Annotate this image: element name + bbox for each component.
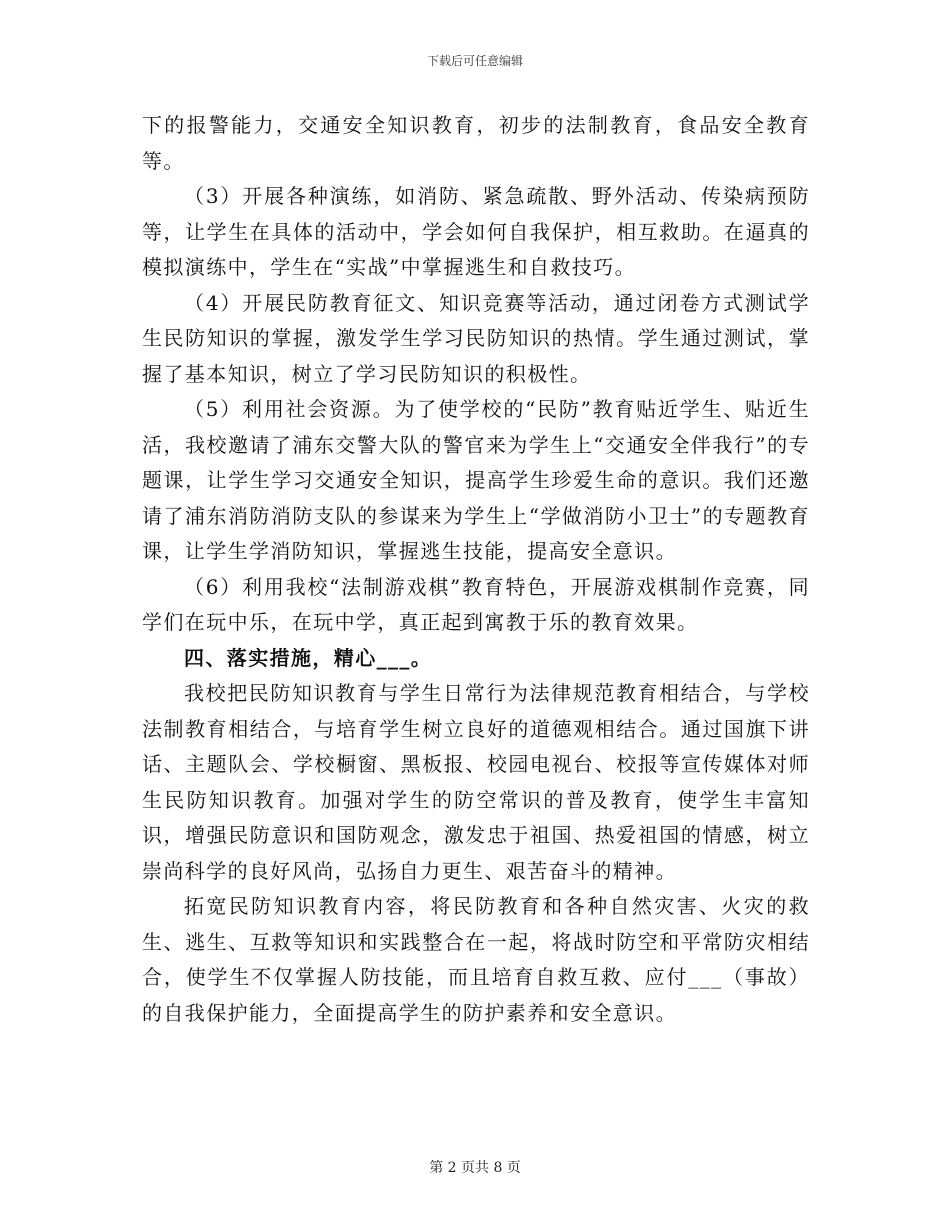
paragraph-essay-contest: （4）开展民防教育征文、知识竞赛等活动，通过闭卷方式测试学生民防知识的掌握，激发学生学习民防知识的热情。学生通过测试，掌握了基本知识，树立了学习民防知识的积极性。 — [142, 290, 810, 386]
paragraph-social-resources: （5）利用社会资源。为了使学校的“民防”教育贴近学生、贴近生活，我校邀请了浦东交警大队的警官来为学生上“交通安全伴我行”的专题课，让学生学习交通安全知识，提高学生珍爱生命的意识。我们还邀请了浦东消防消防支队的参谋来为学生上“学做消防小卫士”的专题教育课，让学生学消防知识，掌握逃生技能，提高安全意识。 — [142, 397, 810, 563]
paragraph-law-game: （6）利用我校“法制游戏棋”教育特色，开展游戏棋制作竞赛，同学们在玩中乐，在玩中学，真正起到寓教于乐的教育效果。 — [142, 574, 810, 634]
paragraph-integration: 我校把民防知识教育与学生日常行为法律规范教育相结合，与学校法制教育相结合，与培育学生树立良好的道德观相结合。通过国旗下讲话、主题队会、学校橱窗、黑板报、校园电视台、校报等宣传媒体对师生民防知识教育。加强对学生的防空常识的普及教育，使学生丰富知识，增强民防意识和国防观念，激发忠于祖国、热爱祖国的情感，树立崇尚科学的良好风尚，弘扬自力更生、艰苦奋斗的精神。 — [142, 681, 810, 883]
section-heading-measures: 四、落实措施，精心___。 — [184, 645, 433, 670]
paragraph-broaden-content: 拓宽民防知识教育内容，将民防教育和各种自然灾害、火灾的救生、逃生、互救等知识和实践整合在一起，将战时防空和平常防灾相结合，使学生不仅掌握人防技能，而且培育自救互救、应付___（事故）的自我保护能力，全面提高学生的防护素养和安全意识。 — [142, 894, 810, 1025]
page-number: 第 2 页共 8 页 — [429, 1160, 521, 1176]
paragraph-continuation: 下的报警能力，交通安全知识教育，初步的法制教育，食品安全教育等。 — [142, 113, 810, 173]
document-body — [142, 108, 810, 1031]
header-note: 下载后可任意编辑 — [426, 54, 523, 68]
paragraph-drills: （3）开展各种演练，如消防、紧急疏散、野外活动、传染病预防等，让学生在具体的活动中，学会如何自我保护，相互救助。在逼真的模拟演练中，学生在“实战”中掌握逃生和自救技巧。 — [142, 184, 810, 279]
